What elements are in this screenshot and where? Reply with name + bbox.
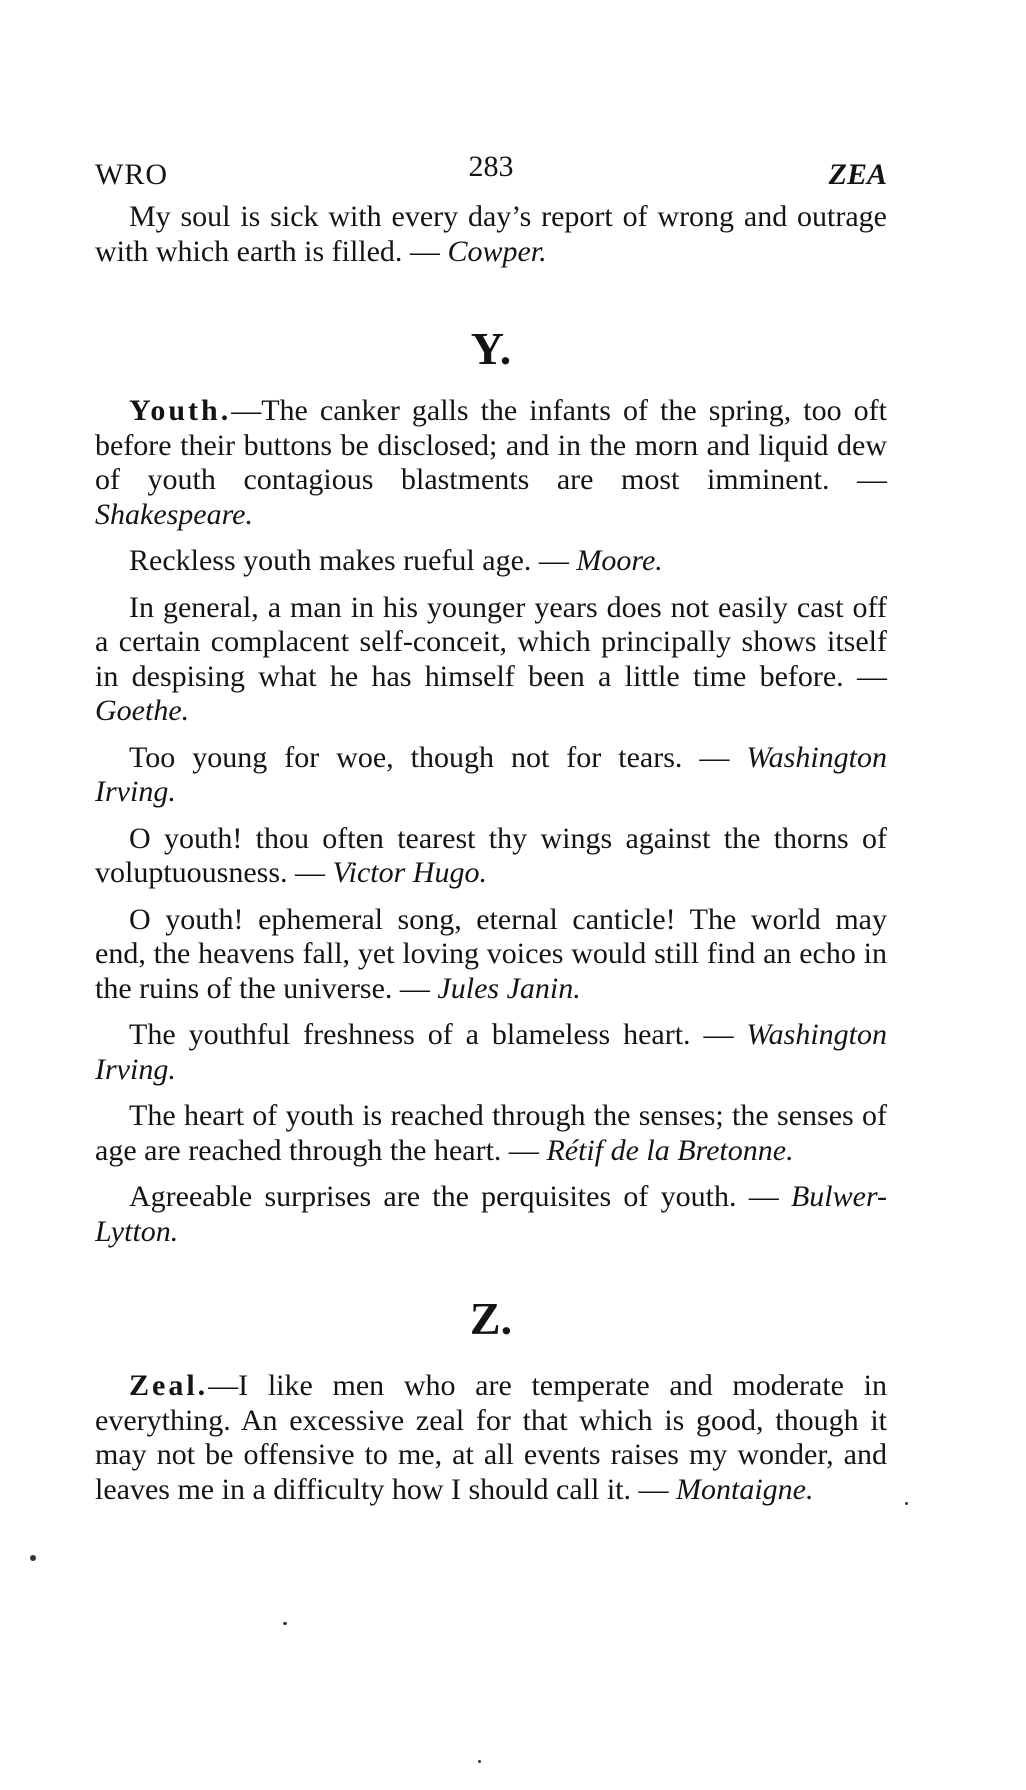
quote-youth-9	[95, 1180, 887, 1249]
paper-speck	[905, 1502, 908, 1505]
paper-speck	[30, 1555, 36, 1561]
quote-text: In general, a man in his younger years does not easily cast off a certain complacent self-conceit, which principally shows itself in despising what he has himself been a little time before. —	[95, 590, 887, 693]
quote-text: —The canker galls the infants of the spring, too oft before their buttons be disclosed; and in the morn and liquid dew of youth contagious blastments are most imminent. —	[95, 394, 887, 496]
quote-text: Reckless youth makes rueful age. —	[129, 544, 569, 577]
quote-text: O youth! thou often tearest thy wings against the thorns of voluptuousness. —	[95, 821, 887, 889]
page-number: 283	[468, 150, 514, 183]
header-left-guide-word: WRO	[95, 158, 168, 191]
quote-youth-7	[95, 1018, 887, 1087]
quote-author: Washington Irving.	[95, 1018, 888, 1086]
quote-youth-5	[95, 822, 887, 891]
quote-youth-8	[95, 1099, 887, 1168]
book-page	[95, 150, 887, 1519]
topic-heading: Youth.	[129, 394, 232, 427]
quote-text: O youth! ephemeral song, eternal canticle! The world may end, the heavens fall, yet loving voices would still find an echo in the ruins of the universe. —	[95, 902, 887, 1005]
quote-author: Shakespeare.	[95, 497, 253, 531]
quote-youth-4	[95, 741, 887, 810]
quote-zeal-1	[95, 1369, 887, 1507]
section-heading-z: Z.	[469, 1293, 513, 1344]
quote-author: Goethe.	[95, 694, 190, 727]
quote-text: My soul is sick with every day’s report of wrong and outrage with which earth is filled. —	[95, 200, 887, 268]
section-heading-y: Y.	[470, 323, 512, 374]
running-header	[95, 150, 887, 190]
quote-author: Bulwer-Lytton.	[95, 1180, 888, 1248]
quote-text: The heart of youth is reached through the senses; the senses of age are reached through the heart. —	[95, 1099, 887, 1167]
quote-youth-6	[95, 903, 887, 1007]
paper-speck	[478, 1760, 481, 1763]
paper-speck	[283, 1622, 287, 1625]
quote-youth-1	[95, 394, 887, 532]
quote-text: —I like men who are temperate and moderate in everything. An excessive zeal for that which is good, though it may not be offensive to me, at all events raises my wonder, and leaves me in a difficulty how I should call it. —	[95, 1369, 887, 1506]
quote-author: Victor Hugo.	[332, 856, 487, 889]
header-right-guide-word: ZEA	[828, 158, 887, 191]
quote-text: Too young for woe, though not for tears. —	[129, 740, 730, 774]
quote-author: Washington Irving.	[95, 740, 887, 808]
quote-youth-2	[95, 544, 887, 579]
quote-text: The youthful freshness of a blameless heart. —	[129, 1018, 734, 1051]
quote-author: Cowper.	[447, 234, 547, 268]
quote-author: Rétif de la Bretonne.	[546, 1133, 794, 1167]
quote-youth-3	[95, 591, 887, 729]
quote-author: Jules Janin.	[437, 971, 581, 1005]
quote-author: Montaigne.	[676, 1472, 814, 1506]
quote-text: Agreeable surprises are the perquisites of youth. —	[129, 1180, 779, 1213]
quote-author: Moore.	[576, 544, 663, 577]
topic-heading: Zeal.	[129, 1369, 209, 1402]
quote-carryover	[95, 200, 887, 269]
